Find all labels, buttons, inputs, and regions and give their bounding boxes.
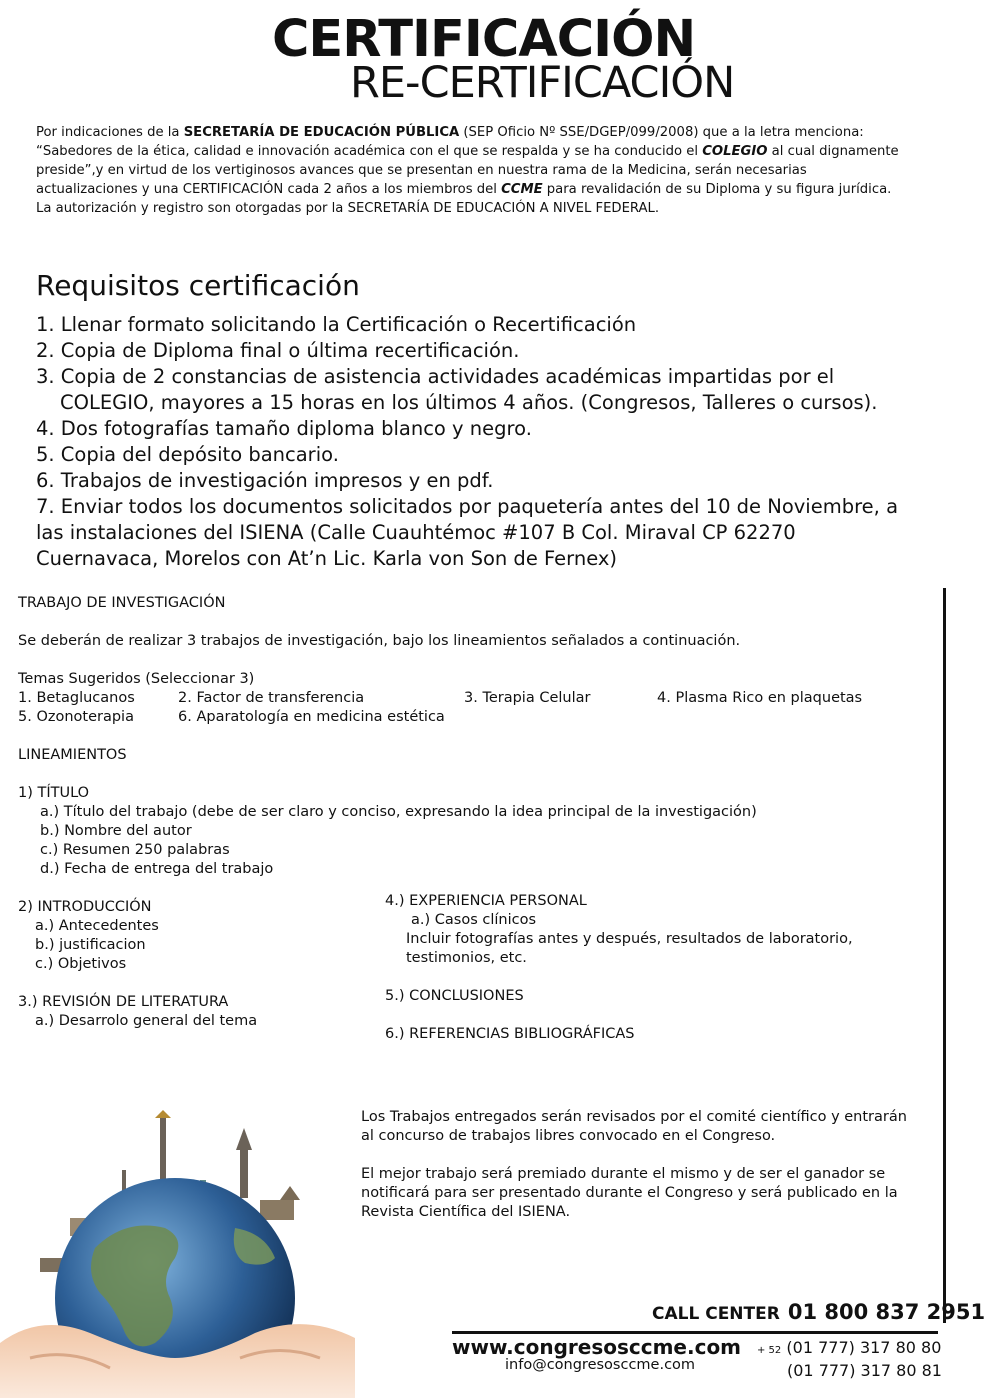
requirement-item: 6. Trabajos de investigación impresos y en pdf. xyxy=(36,469,494,492)
topic-item: 5. Ozonoterapia xyxy=(18,709,134,725)
requirement-item: 2. Copia de Diploma final o última recertificación. xyxy=(36,339,520,362)
topic-item: 6. Aparatología en medicina estética xyxy=(178,709,445,725)
notes-award: El mejor trabajo será premiado durante el mismo y de ser el ganador se notificará para ser presentado durante el Congreso y será publicado en la Revista Científica del ISIENA. xyxy=(361,1166,898,1220)
requirements-list xyxy=(36,312,916,572)
introduction-heading: 2) INTRODUCCIÓN xyxy=(18,899,152,915)
phone-line-2: (01 777) 317 80 81 xyxy=(787,1361,942,1380)
vertical-divider xyxy=(943,588,946,1323)
sep-name: SECRETARÍA DE EDUCACIÓN PÚBLICA xyxy=(183,125,460,140)
topic-item: 2. Factor de transferencia xyxy=(178,690,365,706)
title-section-heading: 1) TÍTULO xyxy=(18,785,90,801)
title-section-item: a.) Título del trabajo (debe de ser claro y conciso, expresando la idea principal de la investigación) xyxy=(40,804,757,820)
requirement-item: 7. Enviar todos los documentos solicitados por paquetería antes del 10 de Noviembre, a las instalaciones del ISIENA (Calle Cuauhtémoc #107 B Col. Miraval CP 62270 Cuernavaca, Morelos con At’n Lic. Karla von Son de Fernex) xyxy=(36,495,899,570)
introduction-item: a.) Antecedentes xyxy=(35,918,159,934)
introduction-item: b.) justificacion xyxy=(35,937,146,953)
experience-item: a.) Casos clínicos xyxy=(411,912,537,928)
title-section-item: d.) Fecha de entrega del trabajo xyxy=(40,861,274,877)
page-subtitle: RE-CERTIFICACIÓN xyxy=(350,58,735,108)
intro-text xyxy=(36,123,908,199)
title-section-item: b.) Nombre del autor xyxy=(40,823,192,839)
page-title: CERTIFICACIÓN xyxy=(272,10,696,69)
requirement-item: 5. Copia del depósito bancario. xyxy=(36,443,339,466)
website-link[interactable]: www.congresosccme.com xyxy=(452,1335,742,1359)
phone-number: (01 777) 317 80 80 xyxy=(786,1338,942,1357)
topic-item: 1. Betaglucanos xyxy=(18,690,135,706)
references-heading: 6.) REFERENCIAS BIBLIOGRÁFICAS xyxy=(385,1026,635,1042)
investigation-heading: TRABAJO DE INVESTIGACIÓN xyxy=(18,595,226,611)
country-code: + 52 xyxy=(757,1345,782,1356)
email-link[interactable]: info@congresosccme.com xyxy=(505,1357,696,1373)
colegio-word: COLEGIO xyxy=(702,144,768,159)
title-section-item: c.) Resumen 250 palabras xyxy=(40,842,230,858)
phone-line-1 xyxy=(757,1338,941,1357)
topic-item: 3. Terapia Celular xyxy=(464,690,591,706)
topics-title: Temas Sugeridos (Seleccionar 3) xyxy=(18,671,255,687)
tower-landmark-icon xyxy=(240,1148,248,1198)
experience-detail: testimonios, etc. xyxy=(406,950,527,966)
contact-divider xyxy=(452,1331,938,1334)
column-landmark-icon xyxy=(160,1116,166,1186)
requirement-item: 4. Dos fotografías tamaño diploma blanco y negro. xyxy=(36,417,532,440)
intro-text-2: (SEP Oficio Nº SSE/DGEP/099/2008) que a la letra menciona: “Sabedores de la ética, calidad e innovación académica con el que se respalda y se ha conducido el xyxy=(36,125,864,159)
ccme-word: CCME xyxy=(501,182,543,197)
guidelines-heading: LINEAMIENTOS xyxy=(18,747,127,763)
intro-text-3: al cual dignamente preside”,y en virtud de los vertiginosos avances que se presentan en nuestra rama de la Medicina, serán necesarias actualizaciones y una CERTIFICACIÓN cada 2 años a los miembros del xyxy=(36,144,899,197)
notes-review: Los Trabajos entregados serán revisados por el comité científico y entrarán al concurso de trabajos libres convocado en el Congreso. xyxy=(361,1109,907,1144)
introduction-item: c.) Objetivos xyxy=(35,956,127,972)
investigation-intro: Se deberán de realizar 3 trabajos de investigación, bajo los lineamientos señalados a continuación. xyxy=(18,633,741,649)
call-center-number: 01 800 837 2951 xyxy=(787,1300,985,1324)
notes-block xyxy=(361,1108,921,1222)
intro-paragraph xyxy=(36,123,908,218)
requirement-item: 3. Copia de 2 constancias de asistencia actividades académicas impartidas por el xyxy=(36,365,835,388)
globe-hands-illustration xyxy=(0,1108,355,1398)
requirement-item: 1. Llenar formato solicitando la Certificación o Recertificación xyxy=(36,313,637,336)
literature-item: a.) Desarrolo general del tema xyxy=(35,1013,258,1029)
call-center-label: CALL CENTER xyxy=(652,1304,780,1324)
call-center xyxy=(652,1300,985,1324)
requirements-title: Requisitos certificación xyxy=(36,269,360,302)
literature-heading: 3.) REVISIÓN DE LITERATURA xyxy=(18,994,229,1010)
intro-text-1: Por indicaciones de la xyxy=(36,125,184,140)
conclusions-heading: 5.) CONCLUSIONES xyxy=(385,988,524,1004)
experience-detail: Incluir fotografías antes y después, resultados de laboratorio, xyxy=(406,931,853,947)
intro-authorization: La autorización y registro son otorgadas por la SECRETARÍA DE EDUCACIÓN A NIVEL FEDERAL. xyxy=(36,201,660,216)
requirement-item-continued: COLEGIO, mayores a 15 horas en los últimos 4 años. (Congresos, Talleres o cursos). xyxy=(60,391,878,414)
topic-item: 4. Plasma Rico en plaquetas xyxy=(657,690,863,706)
intro-text-4: para revalidación de su Diploma y su figura jurídica. xyxy=(542,182,892,197)
experience-heading: 4.) EXPERIENCIA PERSONAL xyxy=(385,893,587,909)
